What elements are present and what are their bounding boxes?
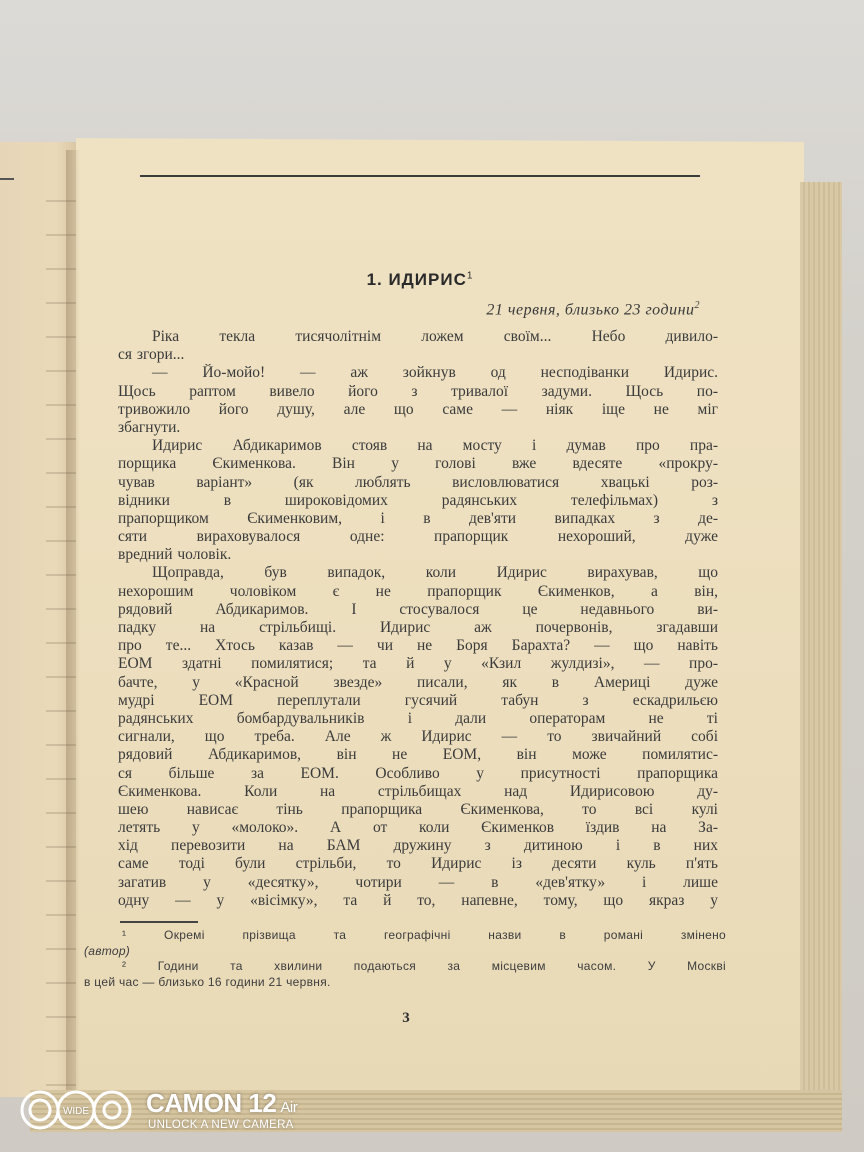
body-line: падку на стрільбищі. Идирис аж почервонів, згадавши xyxy=(118,619,718,636)
body-line: нехорошим чоловіком є не прапорщик Єкименков, а він, xyxy=(118,582,718,600)
body-line: збагнути. xyxy=(118,418,181,436)
lens-label: WIDE xyxy=(62,1106,90,1117)
page-number: 3 xyxy=(402,1010,410,1026)
body-line: Щоправда, був випадок, коли Идирис вирахував, що xyxy=(152,564,718,582)
body-line: сигнали, що треба. Але ж Идирис — то звичайний собі xyxy=(118,728,718,746)
body-line: тривожило його душу, але що саме — ніяк іще не міг xyxy=(118,400,718,418)
body-line: одну — у «вісімку», та й то, напевне, тому, що якраз у xyxy=(118,891,718,909)
body-line: прапорщиком Єкименковим, і в дев'яти випадках з де- xyxy=(118,509,718,527)
body-line: загатив у «десятку», чотири — в «дев'ятку» і лише xyxy=(118,873,718,891)
body-line: Ріка текла тисячолітнім ложем своїм... Небо дивило- xyxy=(152,328,718,345)
body-line: ЕОМ здатні помилятися; та й у «Кзил жулдизі», — про- xyxy=(118,655,718,673)
body-line: летять у «молоко». А от коли Єкименков їздив на За- xyxy=(118,819,718,837)
brand-tagline: UNLOCK A NEW CAMERA xyxy=(148,1119,294,1131)
dateline xyxy=(330,300,700,319)
body-line: рядовий Абдикаримов. І стосувалося це недавнього ви- xyxy=(118,600,718,618)
body-line: радянських бомбардувальників і дали операторам не ті xyxy=(118,709,718,727)
footnote-2-line: ² Години та хвилини подаються за місцевим часом. У Москві xyxy=(122,959,726,973)
body-line: відники в широковідомих радянських телефільмах) з xyxy=(118,491,718,509)
body-line: чував варіант» (як люблять висловлюватися хвацькі роз- xyxy=(118,473,718,491)
header-rule xyxy=(140,175,700,177)
camera-lens-icon xyxy=(20,1088,132,1132)
body-line: Идирис Абдикаримов стояв на мосту і думав про пра- xyxy=(152,437,718,455)
body-line: ся більше за ЕОМ. Особливо у присутності прапорщика xyxy=(118,764,718,782)
footnotes xyxy=(84,928,726,990)
chapter-footnote-ref: 1 xyxy=(466,270,474,282)
body-line: хід перевозити на БАМ дружину з дитиною і в них xyxy=(118,837,718,855)
body-line: ся згори... xyxy=(118,346,185,364)
body-line: шею нависає тінь прапорщика Єкименкова, то всі кулі xyxy=(118,800,718,818)
chapter-title xyxy=(100,270,740,290)
footnote-rule xyxy=(120,921,198,923)
body-line: про те... Хтось казав — чи не Боря Барахта? — що навіть xyxy=(118,637,718,655)
body-text xyxy=(118,328,718,910)
chapter-title-text: 1. ИДИРИС xyxy=(366,270,467,289)
page-stack-right xyxy=(800,182,842,1132)
brand-name: CAMON 12 Air xyxy=(146,1088,298,1118)
footnote-2-continuation: в цей час — близько 16 години 21 червня. xyxy=(84,974,331,989)
body-line: саме тоді були стрільби, то Идирис із десяти куль п'ять xyxy=(118,855,718,873)
binding-marks xyxy=(46,200,76,1090)
body-line: — Йо-мойо! — аж зойкнув од несподіванки Идирис. xyxy=(152,364,718,382)
body-line: порщика Єкименкова. Він у голові вже вдесяте «прокру- xyxy=(118,455,718,473)
camera-watermark xyxy=(20,1088,340,1138)
footnote-1-author: (автор) xyxy=(84,943,131,958)
body-line: бачте, у «Красной звезде» писали, як в Америці дуже xyxy=(118,673,718,691)
body-line: рядовий Абдикаримов, він не ЕОМ, він може помилятис- xyxy=(118,746,718,764)
body-line: сяти вираховувалося одне: прапорщик нехороший, дуже xyxy=(118,528,718,546)
dateline-footnote-ref: 2 xyxy=(694,300,700,311)
dateline-text: 21 червня, близько 23 години xyxy=(486,301,695,319)
body-line: Щось раптом вивело його з тривалої задуми. Щось по- xyxy=(118,382,718,400)
body-line: мудрі ЕОМ переплутали гусячий табун з ескадрильєю xyxy=(118,691,718,709)
body-line: Єкименкова. Коли на стрільбищах над Идирисовою ду- xyxy=(118,782,718,800)
footnote-1-line: ¹ Окремі прізвища та географічні назви в романі змінено xyxy=(122,928,726,942)
body-line: вредний чоловік. xyxy=(118,546,232,564)
